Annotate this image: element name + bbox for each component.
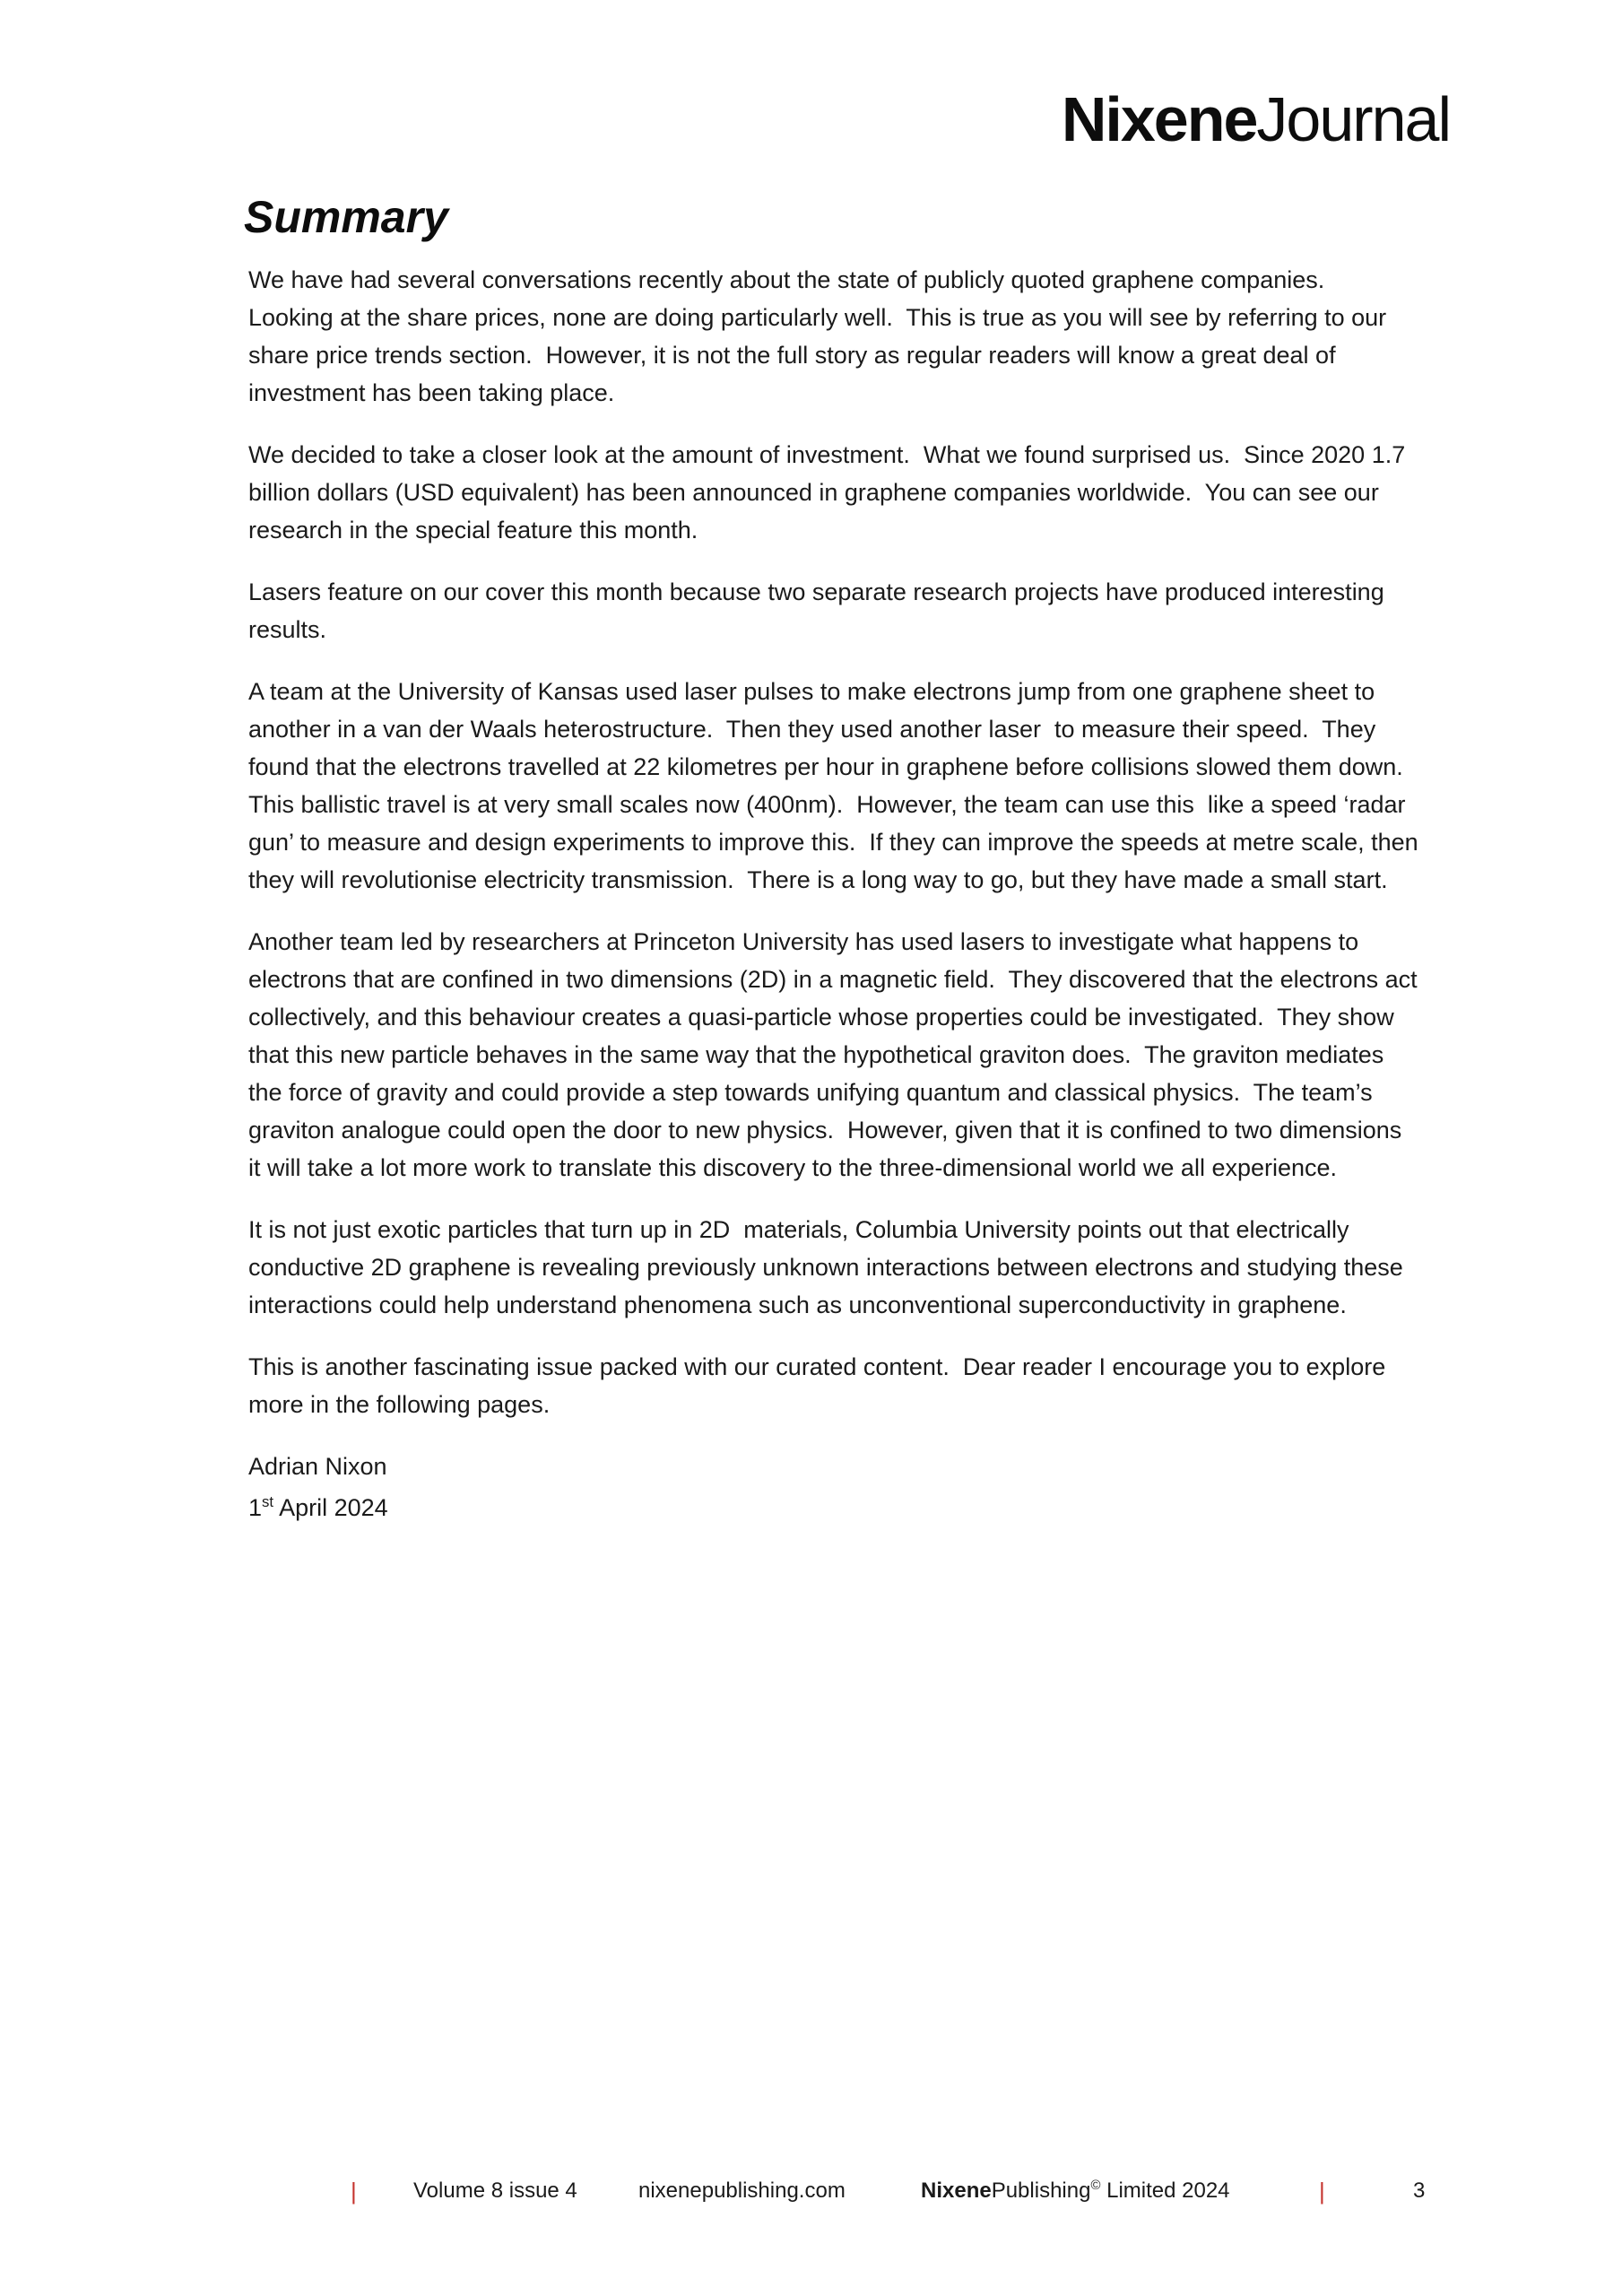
date-day: 1 <box>248 1494 263 1521</box>
logo-nixene: Nixene <box>1061 84 1257 154</box>
copyright-symbol: © <box>1090 2179 1101 2193</box>
body-paragraph-6: It is not just exotic particles that turn up in 2D materials, Columbia University points out that electrically conductive 2D graphene is revealing previously unknown interactions between electrons and studying these interactions could help understand phenomena such as unconventional superconductivity in graphene. <box>248 1216 1410 1318</box>
footer-volume: Volume 8 issue 4 <box>413 2179 577 2203</box>
footer-publisher <box>921 2178 1230 2205</box>
footer-website: nixenepublishing.com <box>638 2179 846 2203</box>
summary-heading: Summary <box>244 192 448 242</box>
date-ordinal-superscript: st <box>262 1493 274 1510</box>
footer-publisher-tail: Limited 2024 <box>1100 2179 1230 2203</box>
signature-name: Adrian Nixon <box>248 1453 387 1480</box>
date-month-year: April 2024 <box>273 1494 388 1521</box>
journal-logo <box>1061 84 1450 154</box>
body-paragraph-3: Lasers feature on our cover this month because two separate research projects have produced interesting results. <box>248 578 1392 643</box>
footer-page-number: 3 <box>1413 2179 1426 2203</box>
footer-publisher-brand: Nixene <box>921 2179 992 2203</box>
page-footer <box>0 2178 1622 2213</box>
logo-journal: Journal <box>1256 84 1450 154</box>
signature-date <box>248 1489 1418 1526</box>
body-paragraph-4: A team at the University of Kansas used laser pulses to make electrons jump from one graphene sheet to another in a van der Waals heterostructure. Then they used another laser to measure their speed. They found that the electrons travelled at 22 kilometres per hour in graphene before collisions slowed them down. This ballistic travel is at very small scales now (400nm). However, the team can use this like a speed ‘radar gun’ to measure and design experiments to improve this. If they can improve the speeds at metre scale, then they will revolutionise electricity transmission. There is a long way to go, but they have made a small start. <box>248 678 1426 893</box>
body-paragraph-1: We have had several conversations recently about the state of publicly quoted graphene companies. Looking at the share prices, none are doing particularly well. This is true as you will see by referring to our share price trends section. However, it is not the full story as regular readers will know a great deal of investment has been taking place. <box>248 266 1393 406</box>
footer-separator-left: | <box>351 2178 357 2205</box>
footer-separator-right: | <box>1319 2178 1325 2205</box>
body-paragraph-5: Another team led by researchers at Princeton University has used lasers to investigate what happens to electrons that are confined in two dimensions (2D) in a magnetic field. They discovered that the electrons act collectively, and this behaviour creates a quasi-particle whose properties could be investigated. They show that this new particle behaves in the same way that the hypothetical graviton does. The graviton mediates the force of gravity and could provide a step towards unifying quantum and classical physics. The team’s graviton analogue could open the door to new physics. However, given that it is confined to two dimensions it will take a lot more work to translate this discovery to the three-dimensional world we all experience. <box>248 928 1425 1181</box>
body-paragraph-7: This is another fascinating issue packed with our curated content. Dear reader I encourage you to explore more in the following pages. <box>248 1353 1392 1418</box>
article-body <box>248 261 1426 1526</box>
footer-publisher-suffix: Publishing <box>991 2179 1091 2203</box>
body-paragraph-2: We decided to take a closer look at the amount of investment. What we found surprised us. Since 2020 1.7 billion dollars (USD equivalent) has been announced in graphene companies worldwide. You can see our research in the special feature this month. <box>248 441 1412 544</box>
